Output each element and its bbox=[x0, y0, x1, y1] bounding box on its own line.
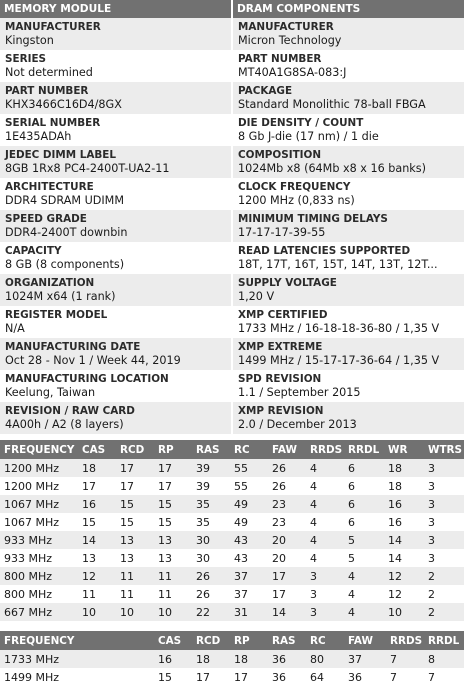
info-item bbox=[0, 338, 231, 370]
table-row bbox=[0, 531, 464, 549]
table-cell: 3 bbox=[424, 531, 464, 549]
column-header: RP bbox=[154, 440, 192, 459]
info-value: 1.1 / September 2015 bbox=[238, 386, 361, 399]
table-cell: 23 bbox=[268, 513, 306, 531]
info-value: Micron Technology bbox=[238, 34, 342, 47]
table-cell: 16 bbox=[384, 513, 424, 531]
info-value: Oct 28 - Nov 1 / Week 44, 2019 bbox=[5, 354, 181, 367]
table-cell: 4 bbox=[306, 513, 344, 531]
info-item bbox=[233, 178, 464, 210]
info-label: PART NUMBER bbox=[238, 53, 322, 65]
info-value: KHX3466C16D4/8GX bbox=[5, 98, 122, 111]
info-value: N/A bbox=[5, 322, 25, 335]
table-cell: 5 bbox=[344, 549, 384, 567]
table-cell: 4 bbox=[306, 477, 344, 495]
table-cell: 2 bbox=[424, 585, 464, 603]
table-cell: 20 bbox=[268, 549, 306, 567]
table-cell: 17 bbox=[268, 585, 306, 603]
info-item bbox=[0, 370, 231, 402]
info-item bbox=[233, 82, 464, 114]
table-cell: 12 bbox=[384, 585, 424, 603]
table-cell: 10 bbox=[384, 603, 424, 621]
table-cell: 15 bbox=[154, 495, 192, 513]
info-value: Keelung, Taiwan bbox=[5, 386, 96, 399]
info-item bbox=[0, 274, 231, 306]
table-cell: 10 bbox=[154, 603, 192, 621]
info-item bbox=[0, 210, 231, 242]
table-cell: 933 MHz bbox=[0, 549, 78, 567]
table-cell: 3 bbox=[306, 603, 344, 621]
info-item bbox=[0, 242, 231, 274]
table-cell: 4 bbox=[344, 603, 384, 621]
table-cell: 1067 MHz bbox=[0, 495, 78, 513]
column-header: RAS bbox=[268, 631, 306, 650]
table-cell: 5 bbox=[344, 531, 384, 549]
info-label: MANUFACTURING LOCATION bbox=[5, 373, 169, 385]
info-item bbox=[233, 274, 464, 306]
table-cell: 4 bbox=[344, 567, 384, 585]
info-item bbox=[233, 242, 464, 274]
table-cell: 13 bbox=[116, 549, 154, 567]
table-cell: 22 bbox=[192, 603, 230, 621]
info-value: 17-17-17-39-55 bbox=[238, 226, 326, 239]
table-cell: 6 bbox=[344, 495, 384, 513]
table-cell: 12 bbox=[78, 567, 116, 585]
table-cell: 17 bbox=[154, 459, 192, 477]
table-cell: 18 bbox=[78, 459, 116, 477]
info-value: 2.0 / December 2013 bbox=[238, 418, 357, 431]
info-item bbox=[0, 50, 231, 82]
table-cell: 64 bbox=[306, 668, 344, 686]
info-value: 1200 MHz (0,833 ns) bbox=[238, 194, 355, 207]
info-label: COMPOSITION bbox=[238, 149, 322, 161]
table-cell: 14 bbox=[384, 549, 424, 567]
info-label: MANUFACTURER bbox=[5, 21, 101, 33]
info-value: 1024M x64 (1 rank) bbox=[5, 290, 116, 303]
memory-module-panel bbox=[0, 0, 231, 434]
info-label: XMP EXTREME bbox=[238, 341, 323, 353]
table-cell: 933 MHz bbox=[0, 531, 78, 549]
table-cell: 8 bbox=[424, 650, 464, 668]
table-cell: 55 bbox=[230, 477, 268, 495]
info-label: MANUFACTURER bbox=[238, 21, 334, 33]
info-label: REVISION / RAW CARD bbox=[5, 405, 135, 417]
info-label: ORGANIZATION bbox=[5, 277, 95, 289]
table-cell: 4 bbox=[306, 495, 344, 513]
table-cell: 30 bbox=[192, 549, 230, 567]
column-header: RRDS bbox=[306, 440, 344, 459]
info-label: ARCHITECTURE bbox=[5, 181, 94, 193]
table-row bbox=[0, 567, 464, 585]
info-value: 8 Gb J-die (17 nm) / 1 die bbox=[238, 130, 379, 143]
table-row bbox=[0, 585, 464, 603]
table-cell: 17 bbox=[268, 567, 306, 585]
info-value: MT40A1G8SA-083:J bbox=[238, 66, 347, 79]
dram-components-panel bbox=[233, 0, 464, 434]
column-header: WTRS bbox=[424, 440, 464, 459]
table-cell: 18 bbox=[384, 459, 424, 477]
table-cell: 1067 MHz bbox=[0, 513, 78, 531]
info-item bbox=[0, 18, 231, 50]
info-item bbox=[233, 146, 464, 178]
table-cell: 18 bbox=[230, 650, 268, 668]
info-value: 18T, 17T, 16T, 15T, 14T, 13T, 12T... bbox=[238, 258, 438, 271]
info-label: SERIES bbox=[5, 53, 47, 65]
table-cell: 11 bbox=[154, 567, 192, 585]
info-value: 8GB 1Rx8 PC4-2400T-UA2-11 bbox=[5, 162, 170, 175]
info-item bbox=[0, 82, 231, 114]
table-cell: 13 bbox=[116, 531, 154, 549]
info-label: DIE DENSITY / COUNT bbox=[238, 117, 364, 129]
table-cell: 16 bbox=[384, 495, 424, 513]
table-cell: 4 bbox=[344, 585, 384, 603]
info-label: XMP REVISION bbox=[238, 405, 324, 417]
table-cell: 14 bbox=[268, 603, 306, 621]
table-row bbox=[0, 495, 464, 513]
table-row bbox=[0, 513, 464, 531]
table-cell: 800 MHz bbox=[0, 567, 78, 585]
table-cell: 3 bbox=[424, 549, 464, 567]
info-label: PACKAGE bbox=[238, 85, 293, 97]
table-row bbox=[0, 603, 464, 621]
table-cell: 15 bbox=[78, 513, 116, 531]
info-item bbox=[0, 402, 231, 434]
table-cell: 13 bbox=[154, 549, 192, 567]
info-item bbox=[0, 114, 231, 146]
table-cell: 10 bbox=[78, 603, 116, 621]
info-item bbox=[233, 114, 464, 146]
table-cell: 4 bbox=[306, 459, 344, 477]
table-cell: 4 bbox=[306, 531, 344, 549]
column-header: RRDS bbox=[386, 631, 424, 650]
table-cell: 26 bbox=[192, 567, 230, 585]
table-row bbox=[0, 459, 464, 477]
table-cell: 17 bbox=[116, 459, 154, 477]
table-cell: 4 bbox=[306, 549, 344, 567]
table-cell: 17 bbox=[78, 477, 116, 495]
info-label: READ LATENCIES SUPPORTED bbox=[238, 245, 411, 257]
info-value: 1733 MHz / 16-18-18-36-80 / 1,35 V bbox=[238, 322, 440, 335]
column-header: RCD bbox=[116, 440, 154, 459]
info-value: 1024Mb x8 (64Mb x8 x 16 banks) bbox=[238, 162, 426, 175]
table-cell: 43 bbox=[230, 549, 268, 567]
info-label: SPD REVISION bbox=[238, 373, 322, 385]
table-cell: 36 bbox=[344, 668, 386, 686]
table-cell: 18 bbox=[384, 477, 424, 495]
table-cell: 17 bbox=[116, 477, 154, 495]
column-header: RP bbox=[230, 631, 268, 650]
info-value: DDR4-2400T downbin bbox=[5, 226, 128, 239]
column-header: RRDL bbox=[424, 631, 464, 650]
table-cell: 16 bbox=[78, 495, 116, 513]
info-label: REGISTER MODEL bbox=[5, 309, 108, 321]
column-header: RCD bbox=[192, 631, 230, 650]
table-cell: 13 bbox=[154, 531, 192, 549]
jedec-timings-table bbox=[0, 440, 464, 621]
table-row bbox=[0, 477, 464, 495]
table-cell: 3 bbox=[306, 585, 344, 603]
table-cell: 55 bbox=[230, 459, 268, 477]
column-header: RRDL bbox=[344, 440, 384, 459]
table-cell: 49 bbox=[230, 513, 268, 531]
info-value: Kingston bbox=[5, 34, 54, 47]
table-cell: 17 bbox=[230, 668, 268, 686]
table-cell: 7 bbox=[386, 650, 424, 668]
info-item bbox=[233, 306, 464, 338]
info-label: PART NUMBER bbox=[5, 85, 89, 97]
info-label: XMP CERTIFIED bbox=[238, 309, 328, 321]
table-cell: 6 bbox=[344, 477, 384, 495]
table-cell: 49 bbox=[230, 495, 268, 513]
info-item bbox=[233, 370, 464, 402]
memory-module-header: MEMORY MODULE bbox=[0, 0, 231, 18]
column-header: FAW bbox=[268, 440, 306, 459]
info-value: 4A00h / A2 (8 layers) bbox=[5, 418, 124, 431]
column-header: FREQUENCY bbox=[0, 440, 78, 459]
table-cell: 18 bbox=[192, 650, 230, 668]
table-cell: 14 bbox=[78, 531, 116, 549]
table-cell: 2 bbox=[424, 603, 464, 621]
info-value: 1499 MHz / 15-17-17-36-64 / 1,35 V bbox=[238, 354, 440, 367]
table-cell: 26 bbox=[192, 585, 230, 603]
table-cell: 7 bbox=[386, 668, 424, 686]
table-cell: 31 bbox=[230, 603, 268, 621]
info-label: CAPACITY bbox=[5, 245, 62, 257]
table-cell: 11 bbox=[154, 585, 192, 603]
info-value: 1,20 V bbox=[238, 290, 275, 303]
table-cell: 37 bbox=[344, 650, 386, 668]
table-cell: 6 bbox=[344, 459, 384, 477]
info-item bbox=[233, 402, 464, 434]
table-cell: 3 bbox=[424, 513, 464, 531]
info-label: MANUFACTURING DATE bbox=[5, 341, 141, 353]
table-cell: 16 bbox=[154, 650, 192, 668]
table-cell: 2 bbox=[424, 567, 464, 585]
table-cell: 17 bbox=[192, 668, 230, 686]
table-cell: 7 bbox=[424, 668, 464, 686]
info-item bbox=[233, 18, 464, 50]
table-cell: 3 bbox=[424, 495, 464, 513]
table-cell: 14 bbox=[384, 531, 424, 549]
table-row bbox=[0, 549, 464, 567]
table-cell: 37 bbox=[230, 585, 268, 603]
table-cell: 20 bbox=[268, 531, 306, 549]
column-header: CAS bbox=[154, 631, 192, 650]
table-cell: 15 bbox=[116, 513, 154, 531]
table-row bbox=[0, 650, 464, 668]
table-cell: 36 bbox=[268, 650, 306, 668]
column-header: FREQUENCY bbox=[0, 631, 154, 650]
info-item bbox=[0, 178, 231, 210]
table-cell: 11 bbox=[116, 567, 154, 585]
info-value: Standard Monolithic 78-ball FBGA bbox=[238, 98, 426, 111]
table-cell: 667 MHz bbox=[0, 603, 78, 621]
table-cell: 39 bbox=[192, 459, 230, 477]
info-label: SUPPLY VOLTAGE bbox=[238, 277, 337, 289]
table-cell: 35 bbox=[192, 513, 230, 531]
info-item bbox=[233, 338, 464, 370]
table-cell: 3 bbox=[424, 459, 464, 477]
table-cell: 23 bbox=[268, 495, 306, 513]
info-label: JEDEC DIMM LABEL bbox=[5, 149, 117, 161]
table-cell: 36 bbox=[268, 668, 306, 686]
info-label: MINIMUM TIMING DELAYS bbox=[238, 213, 388, 225]
info-value: Not determined bbox=[5, 66, 93, 79]
table-cell: 1200 MHz bbox=[0, 477, 78, 495]
info-item bbox=[0, 306, 231, 338]
table-cell: 1200 MHz bbox=[0, 459, 78, 477]
column-header: RAS bbox=[192, 440, 230, 459]
column-header: RC bbox=[306, 631, 344, 650]
table-cell: 13 bbox=[78, 549, 116, 567]
info-label: CLOCK FREQUENCY bbox=[238, 181, 351, 193]
dram-components-header: DRAM COMPONENTS bbox=[233, 0, 464, 18]
xmp-timings-table bbox=[0, 631, 464, 686]
table-cell: 39 bbox=[192, 477, 230, 495]
info-item bbox=[0, 146, 231, 178]
table-cell: 11 bbox=[116, 585, 154, 603]
column-header: WR bbox=[384, 440, 424, 459]
table-cell: 37 bbox=[230, 567, 268, 585]
table-cell: 11 bbox=[78, 585, 116, 603]
table-header-row bbox=[0, 440, 464, 459]
table-cell: 15 bbox=[154, 668, 192, 686]
info-item bbox=[233, 210, 464, 242]
info-value: 8 GB (8 components) bbox=[5, 258, 125, 271]
table-cell: 800 MHz bbox=[0, 585, 78, 603]
column-header: CAS bbox=[78, 440, 116, 459]
table-cell: 15 bbox=[154, 513, 192, 531]
table-cell: 10 bbox=[116, 603, 154, 621]
table-cell: 3 bbox=[306, 567, 344, 585]
table-cell: 1499 MHz bbox=[0, 668, 154, 686]
table-cell: 35 bbox=[192, 495, 230, 513]
info-item bbox=[233, 50, 464, 82]
table-cell: 1733 MHz bbox=[0, 650, 154, 668]
table-cell: 80 bbox=[306, 650, 344, 668]
table-cell: 17 bbox=[154, 477, 192, 495]
column-header: FAW bbox=[344, 631, 386, 650]
info-label: SPEED GRADE bbox=[5, 213, 87, 225]
table-cell: 26 bbox=[268, 477, 306, 495]
table-cell: 30 bbox=[192, 531, 230, 549]
table-cell: 12 bbox=[384, 567, 424, 585]
table-cell: 26 bbox=[268, 459, 306, 477]
table-header-row bbox=[0, 631, 464, 650]
table-cell: 15 bbox=[116, 495, 154, 513]
info-value: 1E435ADAh bbox=[5, 130, 72, 143]
table-cell: 43 bbox=[230, 531, 268, 549]
table-cell: 3 bbox=[424, 477, 464, 495]
column-header: RC bbox=[230, 440, 268, 459]
info-value: DDR4 SDRAM UDIMM bbox=[5, 194, 124, 207]
info-label: SERIAL NUMBER bbox=[5, 117, 101, 129]
table-cell: 6 bbox=[344, 513, 384, 531]
table-row bbox=[0, 668, 464, 686]
